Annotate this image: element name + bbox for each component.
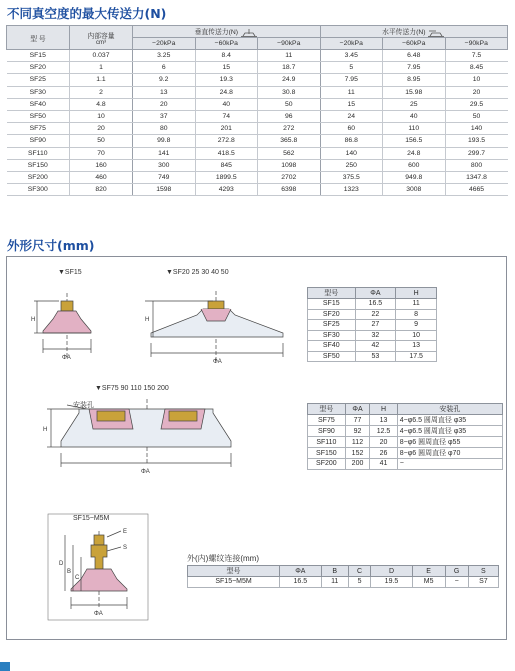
table-cell: SF150	[308, 448, 346, 459]
force-cell: 749	[133, 171, 196, 183]
thread-col: C	[348, 566, 370, 577]
t2-col-a: ΦA	[345, 404, 370, 415]
col-model: 型 号	[7, 26, 70, 50]
m5m-letter-s: S	[123, 545, 128, 551]
table-cell: 26	[370, 448, 397, 459]
dims-table-large-body	[308, 415, 503, 470]
force-section-title: 不同真空度的最大传送力(N)	[7, 6, 167, 21]
label-sf20-50: ▼SF20 25 30 40 50	[166, 269, 229, 276]
force-cell: 1598	[133, 184, 196, 196]
force-cell: 86.8	[320, 135, 383, 147]
force-cell: 3.25	[133, 50, 196, 62]
force-cell-model: SF300	[7, 184, 70, 196]
force-cell: 800	[445, 159, 508, 171]
force-cell: 18.7	[258, 62, 321, 74]
force-cell: 25	[383, 98, 446, 110]
force-cell: 160	[70, 159, 133, 171]
force-cell: 4293	[195, 184, 258, 196]
col-capacity-label: 内部容量	[87, 32, 115, 40]
table-cell: −	[397, 459, 502, 470]
col-capacity-unit: cm³	[96, 39, 106, 46]
table-row	[308, 341, 437, 352]
table-cell: SF25	[308, 320, 356, 331]
drawing-sf15	[29, 287, 109, 367]
table-cell: 42	[355, 341, 396, 352]
horizontal-force-icon	[427, 29, 445, 37]
force-row	[7, 171, 508, 183]
table-cell: SF15	[308, 299, 356, 310]
force-cell: 13	[133, 86, 196, 98]
label-sf15: ▼SF15	[58, 269, 82, 276]
force-cell: 272.8	[195, 135, 258, 147]
force-cell: 3008	[383, 184, 446, 196]
drawing-sf75-200	[37, 395, 242, 477]
thread-header-row	[188, 566, 499, 577]
thread-table	[187, 565, 499, 588]
table-cell: 9	[396, 320, 437, 331]
sf20-dim-a: ΦA	[213, 359, 222, 365]
table-cell: 11	[396, 299, 437, 310]
force-cell: 1899.5	[195, 171, 258, 183]
table-cell: 41	[370, 459, 397, 470]
force-cell: 0.037	[70, 50, 133, 62]
thread-cell: 5	[348, 577, 370, 588]
force-cell: 20	[70, 123, 133, 135]
table-cell: SF50	[308, 351, 356, 362]
force-cell: 74	[195, 110, 258, 122]
force-cell: 99.8	[133, 135, 196, 147]
force-row	[7, 123, 508, 135]
force-cell: 96	[258, 110, 321, 122]
force-row	[7, 50, 508, 62]
t2-col-hole: 安装孔	[397, 404, 502, 415]
force-row	[7, 62, 508, 74]
col-horizontal	[320, 26, 508, 38]
force-cell: 8.95	[383, 74, 446, 86]
force-cell: 30.8	[258, 86, 321, 98]
force-cell: 418.5	[195, 147, 258, 159]
table-row	[308, 459, 503, 470]
col-v90: −90kPa	[258, 38, 321, 50]
force-row	[7, 110, 508, 122]
force-cell: 6.48	[383, 50, 446, 62]
force-cell: 3.45	[320, 50, 383, 62]
table-cell: 22	[355, 309, 396, 320]
table-cell: 12.5	[370, 426, 397, 437]
force-cell: 201	[195, 123, 258, 135]
t1-col-h: H	[396, 288, 437, 299]
force-cell: 1	[70, 62, 133, 74]
force-cell: 6398	[258, 184, 321, 196]
force-cell: 156.5	[383, 135, 446, 147]
force-cell: 6	[133, 62, 196, 74]
force-cell-model: SF75	[7, 123, 70, 135]
force-cell: 375.5	[320, 171, 383, 183]
table-row	[308, 351, 437, 362]
table-row	[308, 415, 503, 426]
force-cell: 300	[133, 159, 196, 171]
sf75-dim-a: ΦA	[141, 469, 150, 475]
dims-section-title: 外形尺寸(mm)	[7, 238, 95, 253]
force-cell: 1098	[258, 159, 321, 171]
thread-cell: M5	[412, 577, 445, 588]
table-cell: SF200	[308, 459, 346, 470]
force-cell: 193.5	[445, 135, 508, 147]
table-cell: 4−φ6.5 圆周直径 φ35	[397, 415, 502, 426]
table-cell: 20	[370, 437, 397, 448]
sf20-dim-h: H	[145, 317, 150, 323]
force-cell: 24.8	[195, 86, 258, 98]
force-cell: 845	[195, 159, 258, 171]
table-cell: 4−φ6.5 圆周直径 φ35	[397, 426, 502, 437]
table-cell: 32	[355, 330, 396, 341]
force-cell: 140	[445, 123, 508, 135]
thread-col: B	[321, 566, 348, 577]
thread-cell: S7	[468, 577, 498, 588]
force-cell-model: SF50	[7, 110, 70, 122]
force-cell: 1323	[320, 184, 383, 196]
t2-col-h: H	[370, 404, 397, 415]
dims-table-large	[307, 403, 503, 470]
dimension-panel	[6, 256, 507, 640]
table-row	[308, 320, 437, 331]
col-h60: −60kPa	[383, 38, 446, 50]
col-vertical	[133, 26, 321, 38]
thread-col: E	[412, 566, 445, 577]
vertical-force-icon	[240, 29, 258, 37]
table-cell: 200	[345, 459, 370, 470]
thread-cell: SF15−M5M	[188, 577, 280, 588]
dims-table-small-body	[308, 299, 437, 362]
force-cell: 50	[445, 110, 508, 122]
drawing-sf15-m5m	[47, 513, 151, 623]
m5m-letter-e: E	[123, 529, 128, 535]
table-cell: SF75	[308, 415, 346, 426]
force-cell: 250	[320, 159, 383, 171]
table-cell: 77	[345, 415, 370, 426]
col-h90: −90kPa	[445, 38, 508, 50]
table-cell: 13	[396, 341, 437, 352]
thread-cell: −	[445, 577, 468, 588]
force-cell: 7.5	[445, 50, 508, 62]
force-cell: 37	[133, 110, 196, 122]
force-cell: 60	[320, 123, 383, 135]
table-cell: 13	[370, 415, 397, 426]
force-cell: 562	[258, 147, 321, 159]
force-cell-model: SF20	[7, 62, 70, 74]
force-cell: 20	[133, 98, 196, 110]
table-cell: 8	[396, 309, 437, 320]
table-row	[308, 426, 503, 437]
m5m-letter-b: B	[67, 569, 72, 575]
force-table-body	[7, 50, 508, 196]
force-cell: 1.1	[70, 74, 133, 86]
force-cell: 24.9	[258, 74, 321, 86]
table-cell: 16.5	[355, 299, 396, 310]
dims-table-small	[307, 287, 437, 362]
force-cell: 20	[445, 86, 508, 98]
sf15-dim-a: ΦA	[62, 355, 71, 361]
force-cell: 8.4	[195, 50, 258, 62]
force-cell: 70	[70, 147, 133, 159]
table-cell: 8−φ6 圆周直径 φ70	[397, 448, 502, 459]
force-cell: 19.3	[195, 74, 258, 86]
sf75-dim-h: H	[43, 427, 48, 433]
force-row	[7, 135, 508, 147]
force-cell: 7.95	[383, 62, 446, 74]
force-cell: 50	[258, 98, 321, 110]
table-cell: SF20	[308, 309, 356, 320]
force-cell-model: SF110	[7, 147, 70, 159]
t1-col-model: 型号	[308, 288, 356, 299]
page-corner-mark	[0, 662, 10, 671]
force-cell-model: SF90	[7, 135, 70, 147]
force-row	[7, 184, 508, 196]
drawing-sf20-50	[123, 285, 293, 370]
force-cell-model: SF40	[7, 98, 70, 110]
force-cell-model: SF15	[7, 50, 70, 62]
force-cell: 10	[445, 74, 508, 86]
m5m-dim-a: ΦA	[94, 611, 103, 617]
thread-cell: 16.5	[280, 577, 321, 588]
force-row	[7, 98, 508, 110]
thread-cell: 19.5	[371, 577, 412, 588]
col-h20: −20kPa	[320, 38, 383, 50]
col-capacity	[70, 26, 133, 50]
label-sf15-m5m: SF15−M5M	[73, 515, 110, 522]
force-cell: 50	[70, 135, 133, 147]
thread-col: 型号	[188, 566, 280, 577]
force-cell: 4665	[445, 184, 508, 196]
force-cell: 80	[133, 123, 196, 135]
force-cell-model: SF30	[7, 86, 70, 98]
force-cell: 29.5	[445, 98, 508, 110]
thread-cell: 11	[321, 577, 348, 588]
col-v60: −60kPa	[195, 38, 258, 50]
force-cell: 5	[320, 62, 383, 74]
table-cell: 27	[355, 320, 396, 331]
force-cell: 11	[320, 86, 383, 98]
force-cell: 2	[70, 86, 133, 98]
force-cell: 2702	[258, 171, 321, 183]
label-sf75-200: ▼SF75 90 110 150 200	[95, 385, 169, 392]
thread-col: D	[371, 566, 412, 577]
force-cell: 15.98	[383, 86, 446, 98]
table-row	[308, 437, 503, 448]
force-cell-model: SF150	[7, 159, 70, 171]
table-cell: 112	[345, 437, 370, 448]
col-horizontal-label: 水平传送力(N)	[382, 29, 426, 37]
thread-data-row	[188, 577, 499, 588]
force-cell: 600	[383, 159, 446, 171]
force-cell: 299.7	[445, 147, 508, 159]
force-cell-model: SF200	[7, 171, 70, 183]
force-cell: 15	[320, 98, 383, 110]
force-cell: 365.8	[258, 135, 321, 147]
force-cell: 141	[133, 147, 196, 159]
force-cell: 140	[320, 147, 383, 159]
force-cell: 820	[70, 184, 133, 196]
force-cell: 4.8	[70, 98, 133, 110]
table-cell: SF90	[308, 426, 346, 437]
force-cell: 460	[70, 171, 133, 183]
force-cell: 272	[258, 123, 321, 135]
table-row	[308, 299, 437, 310]
thread-col: G	[445, 566, 468, 577]
table-row	[308, 448, 503, 459]
force-cell: 24.8	[383, 147, 446, 159]
force-cell: 7.95	[320, 74, 383, 86]
label-install-hole: 安装孔	[73, 402, 94, 409]
table-cell: SF110	[308, 437, 346, 448]
sf15-dim-h: H	[31, 317, 36, 323]
col-vertical-label: 垂直传送力(N)	[194, 29, 239, 37]
force-cell: 11	[258, 50, 321, 62]
force-row	[7, 147, 508, 159]
table-row	[308, 309, 437, 320]
col-v20: −20kPa	[133, 38, 196, 50]
force-cell: 15	[195, 62, 258, 74]
force-cell-model: SF25	[7, 74, 70, 86]
force-row	[7, 159, 508, 171]
force-cell: 24	[320, 110, 383, 122]
force-cell: 40	[383, 110, 446, 122]
table-cell: SF30	[308, 330, 356, 341]
t1-col-a: ΦA	[355, 288, 396, 299]
table-cell: SF40	[308, 341, 356, 352]
table-cell: 152	[345, 448, 370, 459]
thread-col: S	[468, 566, 498, 577]
t2-col-model: 型号	[308, 404, 346, 415]
table-cell: 92	[345, 426, 370, 437]
force-cell: 9.2	[133, 74, 196, 86]
force-cell: 949.8	[383, 171, 446, 183]
force-cell: 1347.8	[445, 171, 508, 183]
force-row	[7, 74, 508, 86]
m5m-letter-c: C	[75, 575, 80, 581]
m5m-letter-d: D	[59, 561, 64, 567]
force-row	[7, 86, 508, 98]
force-cell: 40	[195, 98, 258, 110]
table-row	[308, 330, 437, 341]
thread-col: ΦA	[280, 566, 321, 577]
force-cell: 110	[383, 123, 446, 135]
table-cell: 17.5	[396, 351, 437, 362]
table-cell: 8−φ6 圆周直径 φ55	[397, 437, 502, 448]
table-cell: 53	[355, 351, 396, 362]
force-table	[6, 25, 508, 196]
force-cell: 10	[70, 110, 133, 122]
table-cell: 10	[396, 330, 437, 341]
thread-title: 外(内)螺纹连接(mm)	[187, 554, 259, 563]
force-cell: 8.45	[445, 62, 508, 74]
